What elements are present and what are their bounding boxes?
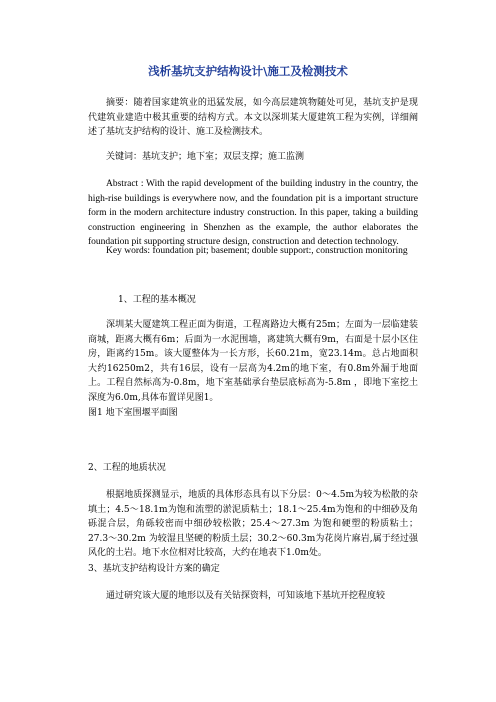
section-3-body: 通过研究该大厦的地形以及有关钻探资料，可知该地下基坑开挖程度较 (106, 591, 386, 601)
section-3-heading: 3、基坑支护结构设计方案的确定 (88, 564, 220, 574)
keywords-cn: 关键词：基坑支护；地下室；双层支撑；施工监测 (106, 152, 305, 162)
abstract-en: Abstract : With the rapid development of the building industry in the country, the high-rise buildings is everywhere now, and the foundation pit is a important structure form in the modern architecture industry construction. In this paper, taking a building construction engineering in Shenzhen as the example, the author elaborates the foundation pit supporting structure design, construction and detection technology. (88, 179, 418, 247)
keywords-en: Key words: foundation pit; basement; double support:, construction monitoring (106, 246, 408, 256)
section-1-body: 深圳某大厦建筑工程正面为街道，工程离路边大概有25m；左面为一层临建装商城，距离大概有6m；后面为一水泥围墙，离建筑大概有9m，右面是十层小区住房，距离约15m。该大厦整体为一长方形，长60.21m，宽23.14m。总占地面积大约16250m2，共有16层，设有一层高为4.2m的地下室，有0.8m外漏于地面上。工程自然标高为-0.8m，地下室基础承台垫层底标高为-5.8m ，即地下室挖土深度为6.0m,具体布置详见图1。 (88, 320, 418, 403)
abstract-cn: 摘要：随着国家建筑业的迅猛发展，如今高层建筑物随处可见，基坑支护是现代建筑业建造中极其重要的结构方式。本文以深圳某大厦建筑工程为实例，详细阐述了基坑支护结构的设计、施工及检测技术。 (88, 98, 418, 137)
document-title: 浅析基坑支护结构设计\施工及检测技术 (148, 64, 348, 78)
section-2-body: 根据地质探测显示，地质的具体形态具有以下分层：0～4.5m为较为松散的杂填土；4.5～18.1m为饱和流塑的淤泥质粘土；18.1～25.4m为饱和的中细砂及角砾混合层，角砾较密而中细砂较松散；25.4～27.3m 为饱和硬塑的粉质粘土；27.3～30.2m 为较湿且坚硬的粉质土层；30.2～60.3m为花岗片麻岩,属于经过强风化的土岩。地下水位相对比较高，大约在地表下1.0m处。 (88, 490, 418, 558)
section-1-heading: 1、工程的基本概况 (118, 295, 196, 305)
section-2-heading: 2、工程的地质状况 (88, 463, 166, 473)
figure-1-caption: 图1 地下室围堰平面图 (88, 408, 178, 418)
